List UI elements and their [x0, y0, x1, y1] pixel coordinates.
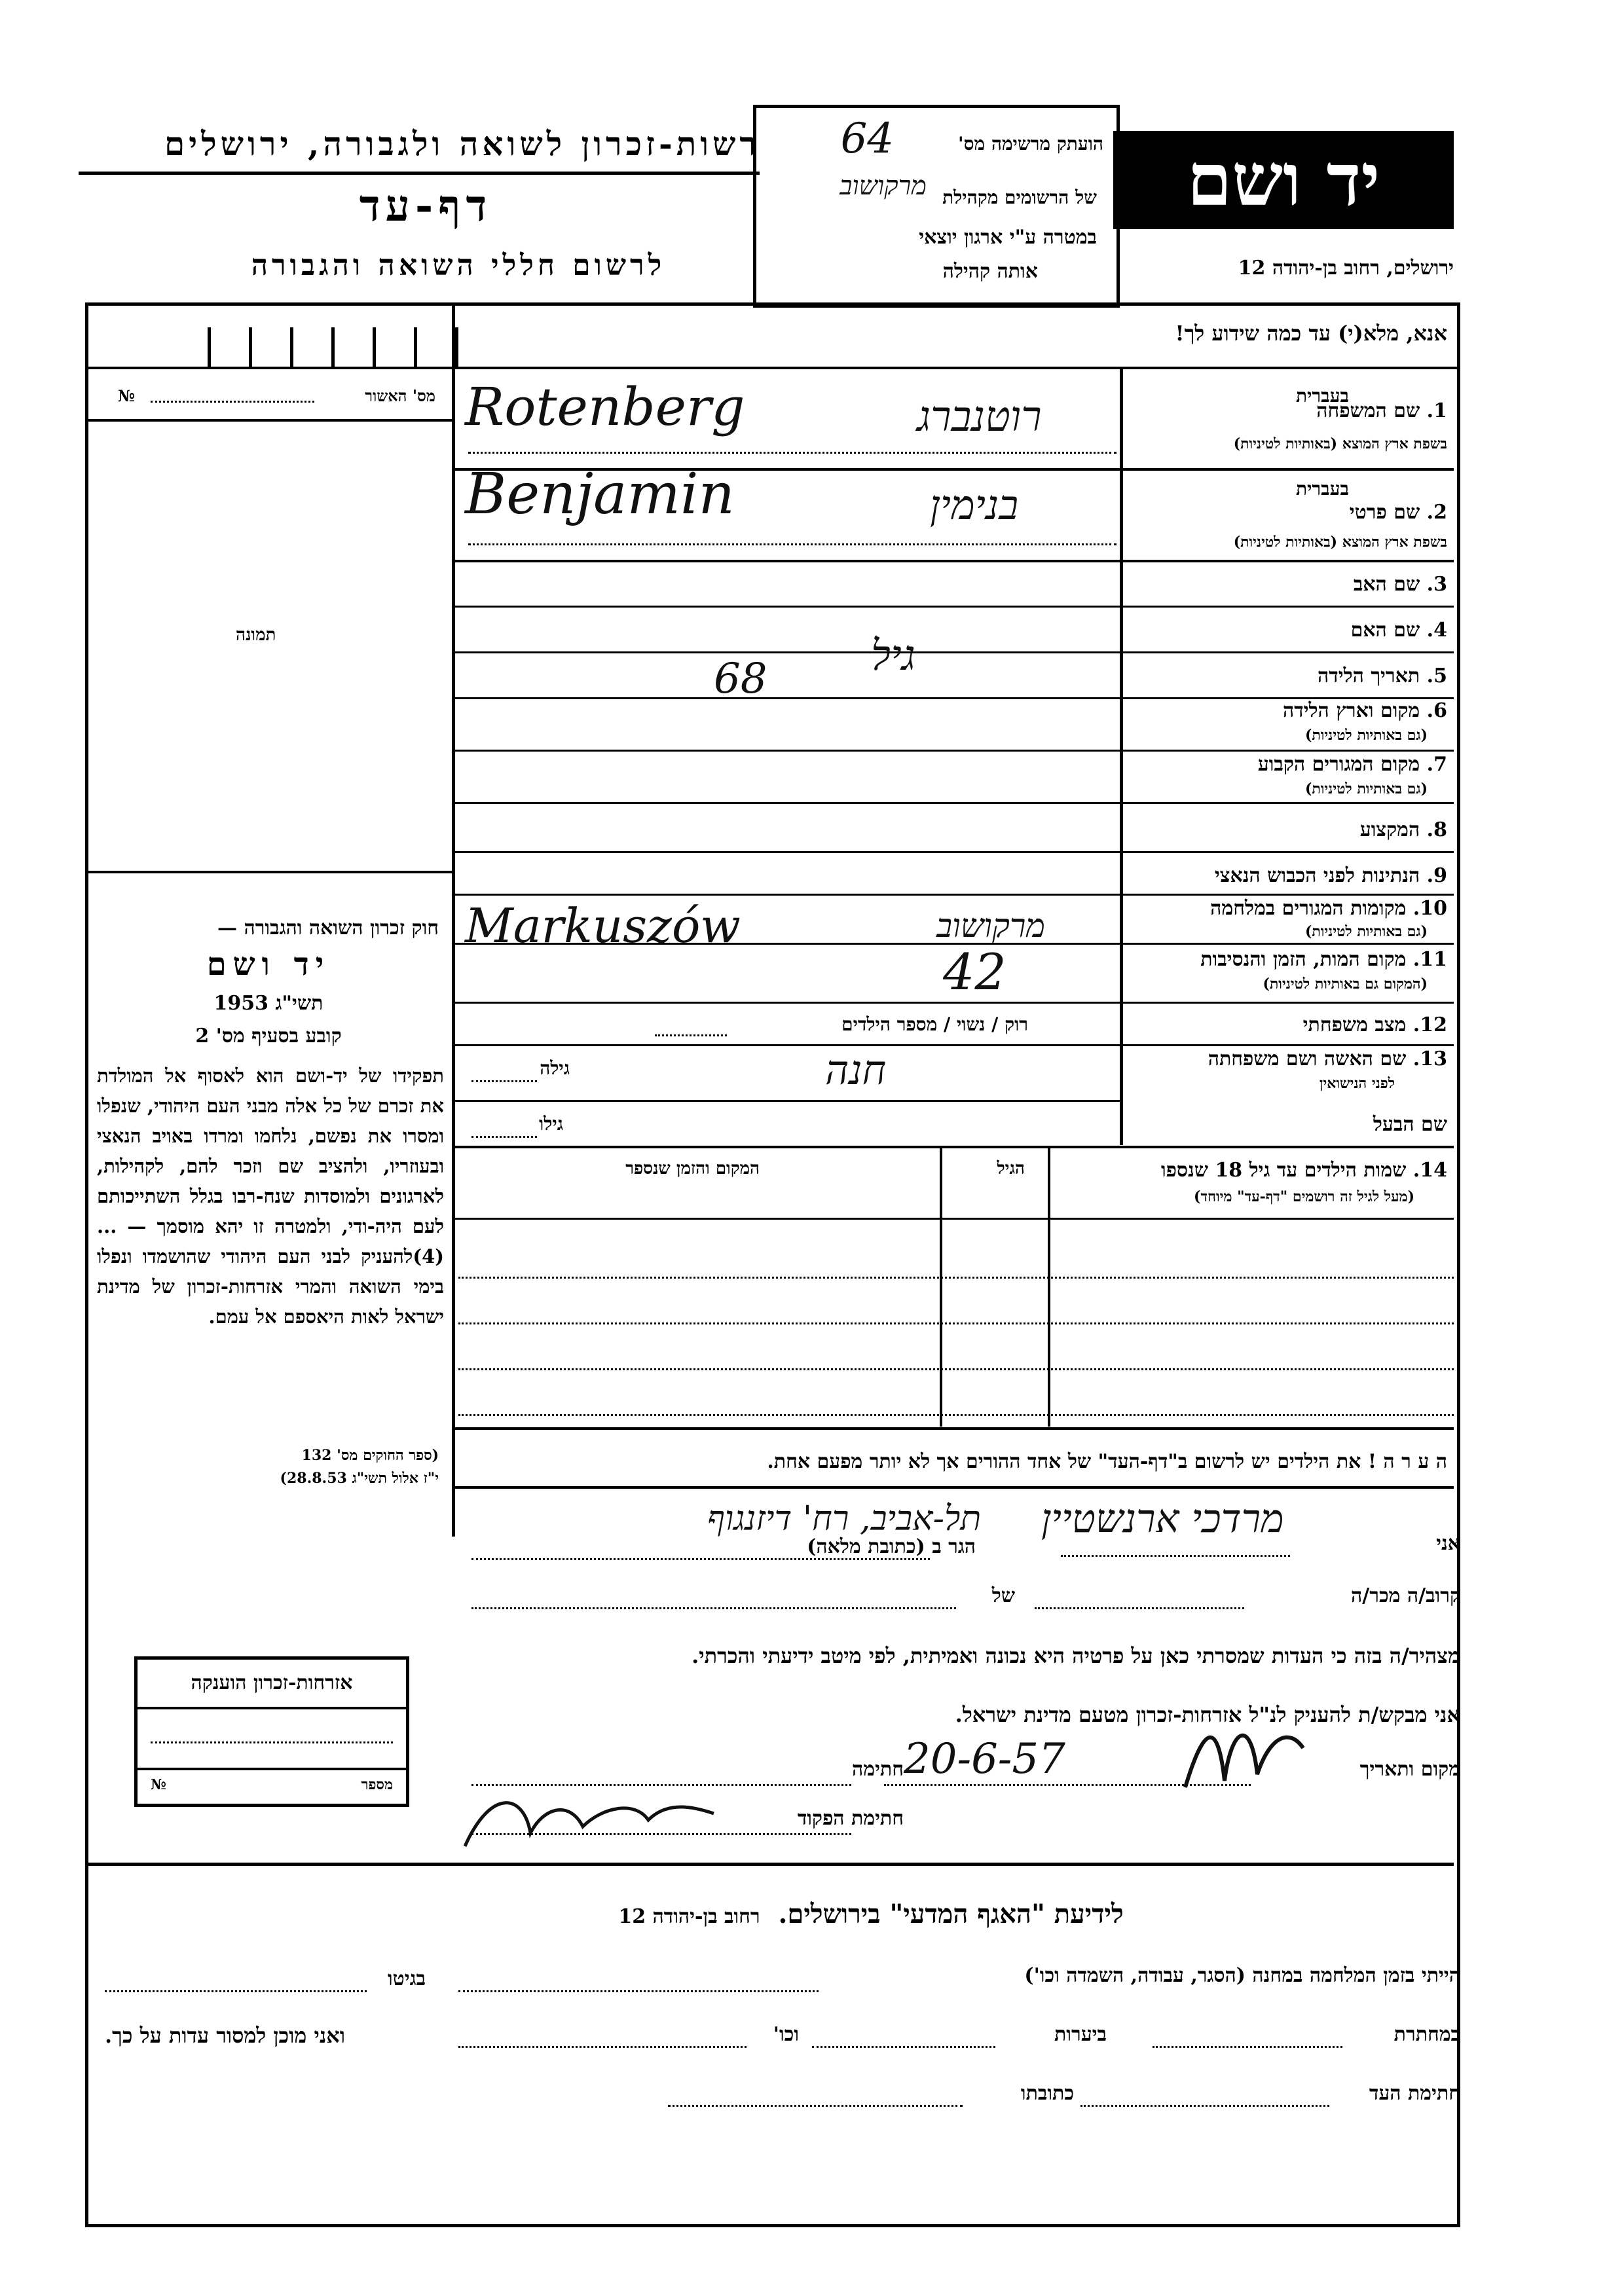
field-husband-age-label: גילו [539, 1113, 563, 1135]
field-2-sub: בשפת ארץ המוצא (באותיות לטיניות) [1233, 534, 1447, 551]
field-11-label: 11. מקום המות, הזמן והנסיבות [1200, 948, 1447, 971]
field-10-sub: (גם באותיות לטיניות) [1304, 923, 1428, 940]
hideout-field[interactable] [1153, 2046, 1342, 2048]
org-line: רשות-זכרון לשואה ולגבורה, ירושלים [164, 124, 760, 163]
field-11-value[interactable]: 42 [943, 943, 1006, 1001]
law-year: תשי"ג 1953 [213, 992, 323, 1015]
ready-label: ואני מוכן למסור עדות על כך. [105, 2023, 346, 2048]
field-12-options: רוק / נשוי / מספר הילדים [841, 1013, 1028, 1035]
photo-label: תמונה [236, 625, 276, 645]
photo-box-bottom [88, 871, 452, 873]
relative-field[interactable] [1035, 1607, 1244, 1609]
copy-community: מרקושוב [840, 171, 927, 201]
children-col-place: המקום והזמן שנספר [625, 1159, 760, 1178]
his-address-field[interactable] [668, 2105, 963, 2107]
law-text: תפקידו של יד-ושם הוא לאסוף אל המולדת את זכרם של כל אלה מבני העם היהודי, שנפלו ומסרו את נפשם, נלחמו ומרדו באויב הנאצי ובעוזריו, ולהציב שם וזכר להם, לקהילות, לארגונים ולמוסדות שנח-רבו בגלל השתייכותם לעם היה-ודי, ולמטרה זו יהא מוסמך — ...(4)להעניק לבני העם היהודי שהושמדו ונפלו בימי השואה והמרי אזרחות-זכרון של מדינת ישראל לאות היאספם אל עמם. [97, 1065, 444, 1328]
field-6-label: 6. מקום וארץ הלידה [1282, 699, 1447, 722]
field-1-tag: בעברית [1295, 385, 1349, 407]
law-name: יד ושם [206, 946, 331, 983]
yad-vashem-logo: יד ושם [1113, 131, 1454, 229]
children-sub: (מעל לגיל זה רושמים "דף-עד" מיוחד) [1194, 1188, 1414, 1205]
copy-line1: הועתק מרשימה מס' [958, 133, 1103, 155]
signature-scribble [1179, 1709, 1310, 1807]
place-date-label: מקום ותאריך [1359, 1758, 1460, 1781]
form-title: דף-עד [359, 180, 492, 231]
declaration-name-field[interactable] [1061, 1555, 1290, 1557]
fields-divider [1120, 369, 1123, 1145]
bottom-line1: הייתי בזמן המלחמה במחנה (הסגר, עבודה, השמדה וכו') [1024, 1964, 1460, 1987]
officer-signature-scribble [452, 1781, 727, 1859]
approval-strip [105, 327, 458, 367]
signature-label: חתימה [852, 1758, 904, 1781]
header-rule [79, 172, 760, 175]
logo-address: ירושלים, רחוב בן-יהודה 12 [1238, 257, 1454, 280]
field-8-label: 8. המקצוע [1359, 818, 1447, 841]
copy-line3: במטרה ע"י ארגון יוצאי [919, 226, 1097, 249]
field-2-label: 2. שם פרטי [1349, 501, 1447, 524]
note-text: ה ע ר ה ! את הילדים יש לרשום ב"דף-העד" של אחד ההורים אך לא יותר מפעם אחת. [767, 1450, 1447, 1473]
field-6-sub: (גם באותיות לטיניות) [1304, 727, 1428, 744]
field-13-hebrew-value[interactable]: חנה [825, 1046, 887, 1094]
field-1-hebrew-value[interactable]: רוטנברג [917, 393, 1042, 441]
field-10-hebrew-value[interactable]: מרקושוב [936, 907, 1046, 945]
field-2-hebrew-value[interactable]: בנימין [930, 481, 1019, 529]
hideout-label: במחתרת [1393, 2023, 1460, 2046]
left-panel-right-border [452, 306, 455, 1537]
etc-field[interactable] [458, 2046, 747, 2048]
field-1-latin-value[interactable]: Rotenberg [465, 376, 745, 437]
children-label: 14. שמות הילדים עד גיל 18 שנספו [1160, 1159, 1447, 1182]
declaration-resident-label: הגר ב (כתובת מלאה) [807, 1535, 976, 1558]
bottom-title: לידיעת "האגף המדעי" בירושלים. רחוב בן-יהודה 12 [618, 1899, 1124, 1929]
copy-line2: של הרשומים מקהילת [942, 187, 1097, 208]
declaration-address-value[interactable]: תל-אביב, רח' דיזנגוף [707, 1499, 982, 1539]
field-5-label: 5. תאריך הלידה [1318, 665, 1447, 687]
copy-list-number: 64 [840, 115, 894, 163]
field-10-label: 10. מקומות המגורים במלחמה [1210, 897, 1447, 920]
approval-label: מס' האשור [365, 386, 435, 405]
children-col-age: הגיל [997, 1159, 1025, 1178]
ghetto-label: בגיטו [387, 1967, 426, 1990]
approval-field[interactable] [151, 401, 314, 403]
field-4-label: 4. שם האם [1350, 619, 1447, 642]
field-9-label: 9. הנתינות לפני הכבוש הנאצי [1214, 864, 1447, 887]
declaration-request: אני מבקש/ת להעניק לנ"ל אזרחות-זכרון מטעם מדינת ישראל. [955, 1702, 1460, 1727]
field-13-label: 13. שם האשה ושם משפחתה [1208, 1048, 1447, 1070]
certificate-no-sign: № [151, 1776, 166, 1793]
forest-label: ביערות [1054, 2023, 1107, 2046]
copy-box [753, 105, 1120, 308]
field-7-label: 7. מקום המגורים הקבוע [1257, 753, 1447, 776]
witness-signature-field[interactable] [1080, 2105, 1329, 2107]
of-field[interactable] [471, 1607, 956, 1609]
field-5-hebrew-value[interactable]: גיל [871, 632, 915, 680]
field-3-label: 3. שם האב [1353, 573, 1447, 596]
officer-label: חתימת הפקוד [797, 1807, 904, 1830]
forest-field[interactable] [812, 2046, 995, 2048]
field-2-latin-value[interactable]: Benjamin [465, 462, 735, 527]
camp-field[interactable] [458, 1990, 819, 1992]
relative-label: קרוב/ה מכר/ה [1351, 1584, 1460, 1607]
field-husband-label: שם הבעל [1373, 1113, 1447, 1136]
field-12-label: 12. מצב משפחתי [1302, 1013, 1447, 1036]
law-title: חוק זכרון השואה והגבורה — [217, 917, 439, 939]
certificate-box [134, 1656, 409, 1807]
declaration-name-value[interactable]: מרדכי ארנשטיין [1041, 1496, 1284, 1542]
intro-text: אנא, מלא(י) עד כמה שידוע לך! [1175, 321, 1447, 346]
field-13-sub: לפני הנישואין [1319, 1075, 1395, 1092]
field-2-tag: בעברית [1295, 478, 1349, 500]
certificate-title: אזרחות-זכרון הוענקה [191, 1671, 353, 1694]
copy-line4: אותה קהילה [942, 260, 1038, 283]
field-7-sub: (גם באותיות לטיניות) [1304, 780, 1428, 797]
approval-rule-2 [88, 419, 452, 422]
etc-label: וכו' [773, 2023, 799, 2046]
law-ref-2: י"ז אלול תשי"ג 28.8.53) [280, 1470, 439, 1487]
witness-signature-label: חתימת העד [1369, 2082, 1460, 2105]
field-11-sub: (המקום גם באותיות לטיניות) [1263, 975, 1428, 993]
law-ref-1: (ספר החוקים מס' 132 [301, 1447, 439, 1464]
field-1-sub: בשפת ארץ המוצא (באותיות לטיניות) [1233, 435, 1447, 452]
certificate-number-label: מספר [361, 1776, 393, 1793]
intro-rule [455, 367, 1457, 369]
of-label: של [991, 1584, 1015, 1607]
field-10-latin-value[interactable]: Markuszów [465, 898, 741, 953]
declaration-statement: מצהיר/ה בזה כי העדות שמסרתי כאן על פרטיה היא נכונה ואמיתית, לפי מיטב ידיעתי והכרתי. [692, 1643, 1460, 1668]
field-5-value[interactable]: 68 [714, 655, 767, 703]
his-address-label: כתובתו [1020, 2082, 1074, 2105]
approval-rule [88, 367, 452, 369]
declaration-ani: אני [1436, 1532, 1460, 1555]
field-1-label: 1. שם המשפחה [1316, 399, 1447, 422]
approval-no-sign: № [118, 386, 136, 405]
form-subtitle: לרשום חללי השואה והגבורה [251, 249, 666, 282]
place-date-value[interactable]: 20-6-57 [904, 1735, 1065, 1783]
ghetto-field[interactable] [105, 1990, 367, 1992]
law-clause: קובע בסעיף מס' 2 [195, 1025, 342, 1048]
field-13-age-label: גילה [540, 1057, 570, 1079]
